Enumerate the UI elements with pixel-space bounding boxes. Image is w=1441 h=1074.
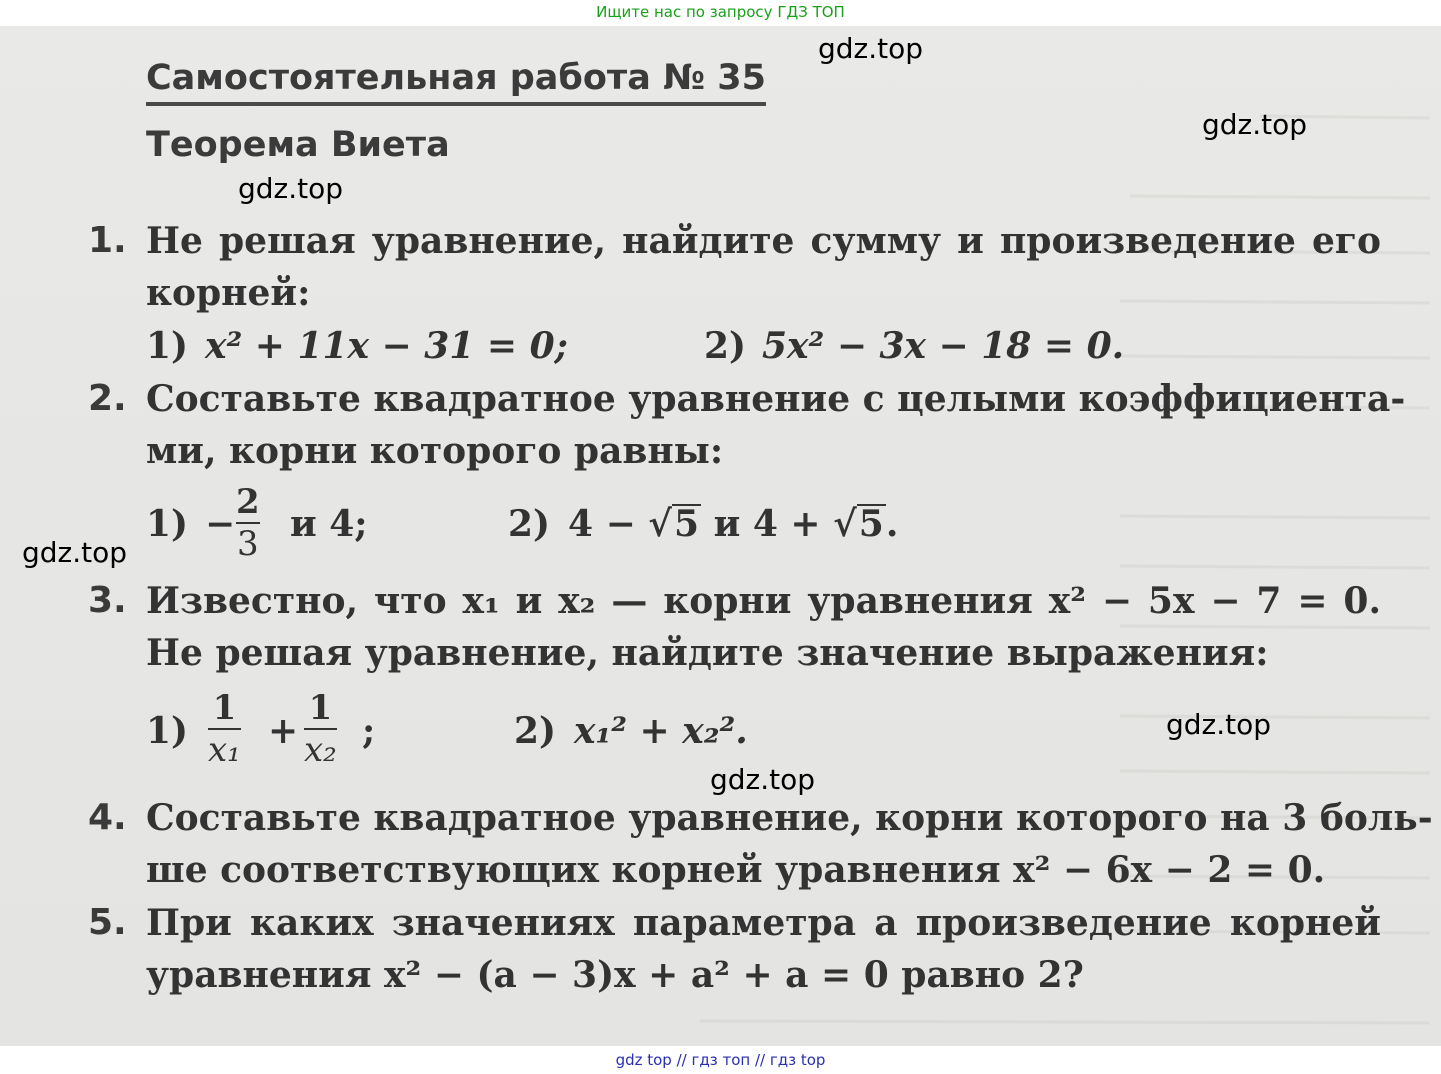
sqrt-sign: √ bbox=[648, 503, 672, 545]
fraction-numerator: 1 bbox=[212, 688, 237, 728]
watermark: gdz.top bbox=[238, 172, 344, 205]
task-1-text-line-1: Не решая уравнение, найдите сумму и произведение его bbox=[146, 220, 1381, 262]
task-2-item-1-label: 1) bbox=[146, 503, 189, 545]
task-3-item-2-label: 2) bbox=[514, 710, 557, 752]
task-2-item-1-tail: и 4; bbox=[290, 503, 368, 545]
task-2-item-1-fraction bbox=[236, 484, 260, 562]
task-3-number: 3. bbox=[88, 580, 127, 621]
task-1-item-2-expr: 5x² − 3x − 18 = 0. bbox=[762, 325, 1125, 367]
task-1-item-1-expr: x² + 11x − 31 = 0; bbox=[205, 325, 568, 367]
page-title: Самостоятельная работа № 35 bbox=[146, 58, 766, 106]
task-5-text-line-1: При каких значениях параметра a произведение корней bbox=[146, 902, 1381, 944]
task-5-number: 5. bbox=[88, 902, 127, 943]
watermark: gdz.top bbox=[1202, 108, 1308, 141]
task-2-item-1-minus: − bbox=[205, 503, 236, 545]
task-1-item-2-label: 2) bbox=[704, 325, 747, 367]
fraction-denominator: x₂ bbox=[304, 730, 337, 770]
top-banner[interactable]: Ищите нас по запросу ГДЗ ТОП bbox=[0, 0, 1441, 26]
watermark: gdz.top bbox=[1166, 708, 1272, 741]
fraction-numerator: 2 bbox=[236, 482, 260, 522]
sqrt-sign: √ bbox=[833, 503, 857, 545]
task-3-item-1-plus: + bbox=[268, 710, 299, 752]
bottom-banner[interactable]: gdz top // гдз топ // гдз top bbox=[0, 1046, 1441, 1074]
watermark: gdz.top bbox=[22, 536, 128, 569]
task-3-item-1-end: ; bbox=[362, 710, 376, 752]
watermark: gdz.top bbox=[710, 763, 816, 796]
fraction-denominator: x₁ bbox=[208, 730, 241, 770]
task-3-item-1-fraction-1 bbox=[208, 690, 241, 768]
sqrt-radicand-a: 5 bbox=[673, 503, 700, 545]
expr-mid: и 4 + bbox=[713, 503, 821, 545]
page-subtitle: Теорема Виета bbox=[146, 125, 450, 165]
task-3-item-2-expr: x₁² + x₂². bbox=[574, 710, 748, 752]
watermark: gdz.top bbox=[818, 32, 924, 65]
task-3-text-line-1: Известно, что x₁ и x₂ — корни уравнения x² − 5x − 7 = 0. bbox=[146, 580, 1381, 622]
task-2-item-2-expr bbox=[568, 503, 898, 545]
task-5-text-line-2: уравнения x² − (a − 3)x + a² + a = 0 равно 2? bbox=[146, 954, 1084, 996]
task-1-number: 1. bbox=[88, 220, 127, 261]
fraction-denominator: 3 bbox=[237, 524, 259, 564]
task-2-text-line-1: Составьте квадратное уравнение с целыми коэффициента- bbox=[146, 378, 1406, 420]
fraction-numerator: 1 bbox=[308, 688, 333, 728]
task-4-text-line-2: ше соответствующих корней уравнения x² − 6x − 2 = 0. bbox=[146, 849, 1326, 891]
task-2-number: 2. bbox=[88, 378, 127, 419]
task-3-item-1-fraction-2 bbox=[304, 690, 337, 768]
sqrt-radicand-b: 5 bbox=[858, 503, 884, 545]
task-4-text-line-1: Составьте квадратное уравнение, корни которого на 3 боль- bbox=[146, 797, 1433, 839]
task-2-item-2-label: 2) bbox=[508, 503, 551, 545]
task-1-item-1-label: 1) bbox=[146, 325, 189, 367]
expr-end: . bbox=[885, 503, 899, 545]
expr-part-a: 4 − bbox=[568, 503, 636, 545]
task-3-item-1-label: 1) bbox=[146, 710, 189, 752]
task-3-text-line-2: Не решая уравнение, найдите значение выражения: bbox=[146, 632, 1269, 674]
task-1-text-line-2: корней: bbox=[146, 272, 311, 314]
task-2-text-line-2: ми, корни которого равны: bbox=[146, 430, 724, 472]
task-4-number: 4. bbox=[88, 797, 127, 838]
